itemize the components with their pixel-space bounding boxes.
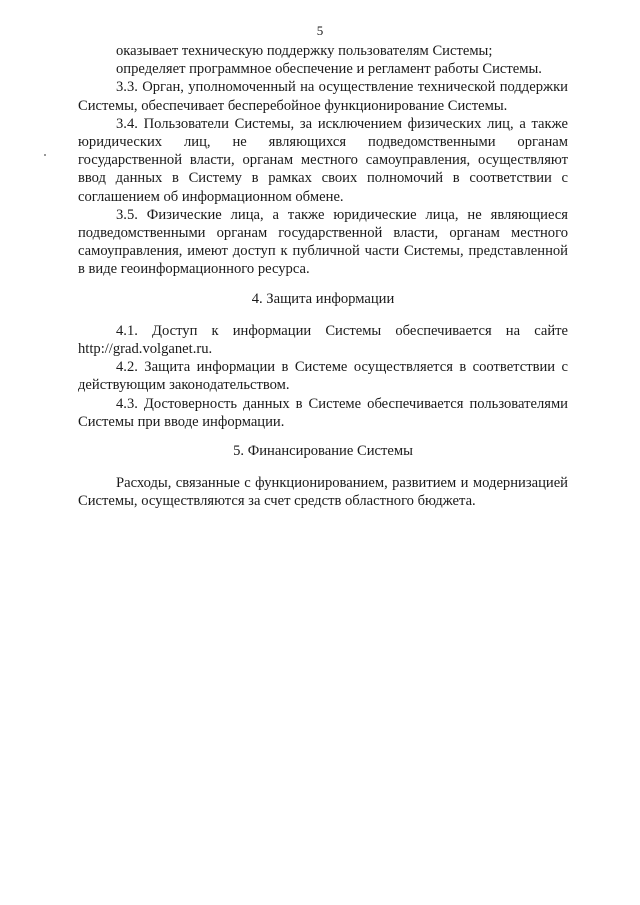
paragraph-4-3: 4.3. Достоверность данных в Системе обеспечивается пользователями Системы при вводе информации.: [78, 395, 568, 430]
paragraph-support-users: оказывает техническую поддержку пользователям Системы;: [116, 43, 493, 59]
paragraph-5-expenses: Расходы, связанные с функционированием, развитием и модернизацией Системы, осуществляются за счет средств областного бюджета.: [78, 475, 568, 510]
paragraph-3-4: 3.4. Пользователи Системы, за исключением физических лиц, а также юридических лиц, не являющихся подведомственными органам государственной власти, органам местного самоуправления, осуществляют ввод данных в Систему в рамках своих полномочий в соответствии с соглашением об информационном обмене.: [78, 115, 568, 205]
margin-dot-mark: [44, 154, 46, 156]
paragraph-3-5: 3.5. Физические лица, а также юридические лица, не являющиеся подведомственными органам государственной власти, органам местного самоуправления, имеют доступ к публичной части Системы, представленной в виде геоинформационного ресурса.: [78, 206, 568, 278]
paragraph-4-1: 4.1. Доступ к информации Системы обеспечивается на сайте http://grad.volganet.ru.: [78, 322, 568, 358]
paragraph-4-2: 4.2. Защита информации в Системе осуществляется в соответствии с действующим законодательством.: [78, 359, 568, 394]
paragraph-software-regulation: определяет программное обеспечение и регламент работы Системы.: [116, 61, 542, 78]
document-body: [78, 42, 568, 511]
paragraph-3-3: 3.3. Орган, уполномоченный на осуществление технической поддержки Системы, обеспечивает бесперебойное функционирование Системы.: [78, 79, 568, 114]
section-4-heading: 4. Защита информации: [251, 290, 395, 307]
section-5-heading: 5. Финансирование Системы: [233, 443, 413, 460]
page-number: 5: [316, 23, 324, 38]
